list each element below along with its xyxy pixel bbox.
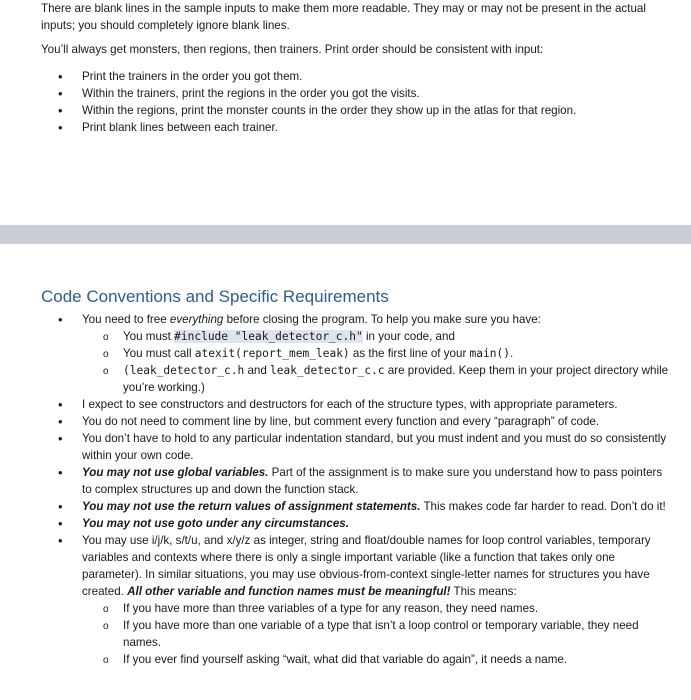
header-file-code: (leak_detector_c.h bbox=[123, 364, 245, 377]
list-item-naming: • You may use i/j/k, s/t/u, and x/y/z as integer, string and float/double names for loop control variables, temporary variables and contexts where there is only a single important variable (like a function that takes only one parameter). In similar situations, you may use obvious-from-context single-letter names for structures you have created. All other variable and function names must be meaningful! This means: o If you have more than three variables of a type for any reason, they need names. o If you have more than one variable of a type that isn’t a loop control or temporary variable, they need names. o If you ever find yourself asking “wait, what did that variable do again”, it needs a name. bbox=[41, 532, 671, 668]
list-item: • You don’t have to hold to any particular indentation standard, but you must indent and you must do so consistently within your own code. bbox=[41, 430, 671, 464]
requirements-list bbox=[41, 311, 671, 668]
sub-item-atexit: o You must call atexit(report_mem_leak) as the first line of your main(). bbox=[82, 345, 671, 362]
page-break-divider bbox=[0, 225, 691, 244]
main-code: main() bbox=[469, 347, 510, 360]
intro-paragraph: There are blank lines in the sample inputs to make them more readable. They may or may not be present in the actual inputs; you should completely ignore blank lines. bbox=[41, 2, 646, 32]
sub-item-include: o You must #include "leak_detector_c.h" in your code, and bbox=[82, 328, 671, 345]
list-item-goto: • You may not use goto under any circumstances. bbox=[41, 515, 671, 532]
order-note-paragraph: You’ll always get monsters, then regions, then trainers. Print order should be consistent with input: bbox=[41, 43, 544, 56]
list-item: • I expect to see constructors and destructors for each of the structure types, with appropriate parameters. bbox=[41, 396, 671, 413]
section-heading: Code Conventions and Specific Requirements bbox=[41, 287, 389, 306]
sub-item-provided: o (leak_detector_c.h and leak_detector_c.c are provided. Keep them in your project directory while you’re working.) bbox=[82, 362, 671, 396]
list-item: • You do not need to comment line by line, but comment every function and every “paragraph” of code. bbox=[41, 413, 671, 430]
naming-sublist bbox=[82, 600, 671, 668]
list-item: • Print the trainers in the order you got them. bbox=[41, 68, 671, 85]
page-bottom bbox=[0, 244, 691, 700]
print-order-list bbox=[41, 68, 671, 136]
list-item-free: • You need to free everything before closing the program. To help you make sure you have: o You must #include "leak_detector_c.h" in your code, and o You must call atexit(report_mem_leak) as the first line of your main(). o (leak_detector_c.h and leak_detector_c.c are provided. Keep them in your project directory while you’re working.) bbox=[41, 311, 671, 396]
include-code: #include "leak_detector_c.h" bbox=[174, 330, 363, 343]
list-item: • Within the trainers, print the regions in the order you got the visits. bbox=[41, 85, 671, 102]
sub-item: o If you have more than one variable of a type that isn’t a loop control or temporary variable, they need names. bbox=[82, 617, 671, 651]
list-item-global-vars: • You may not use global variables. Part of the assignment is to make sure you understand how to pass pointers to complex structures up and down the function stack. bbox=[41, 464, 671, 498]
sub-item: o If you have more than three variables of a type for any reason, they need names. bbox=[82, 600, 671, 617]
sub-item: o If you ever find yourself asking “wait, what did that variable do again”, it needs a name. bbox=[82, 651, 671, 668]
source-file-code: leak_detector_c.c bbox=[270, 364, 385, 377]
page-top bbox=[0, 0, 691, 225]
list-item-assignment: • You may not use the return values of assignment statements. This makes code far harder to read. Don’t do it! bbox=[41, 498, 671, 515]
list-item: • Within the regions, print the monster counts in the order they show up in the atlas for that region. bbox=[41, 102, 671, 119]
atexit-code: atexit(report_mem_leak) bbox=[194, 347, 350, 360]
list-item: • Print blank lines between each trainer. bbox=[41, 119, 671, 136]
free-sublist bbox=[82, 328, 671, 396]
